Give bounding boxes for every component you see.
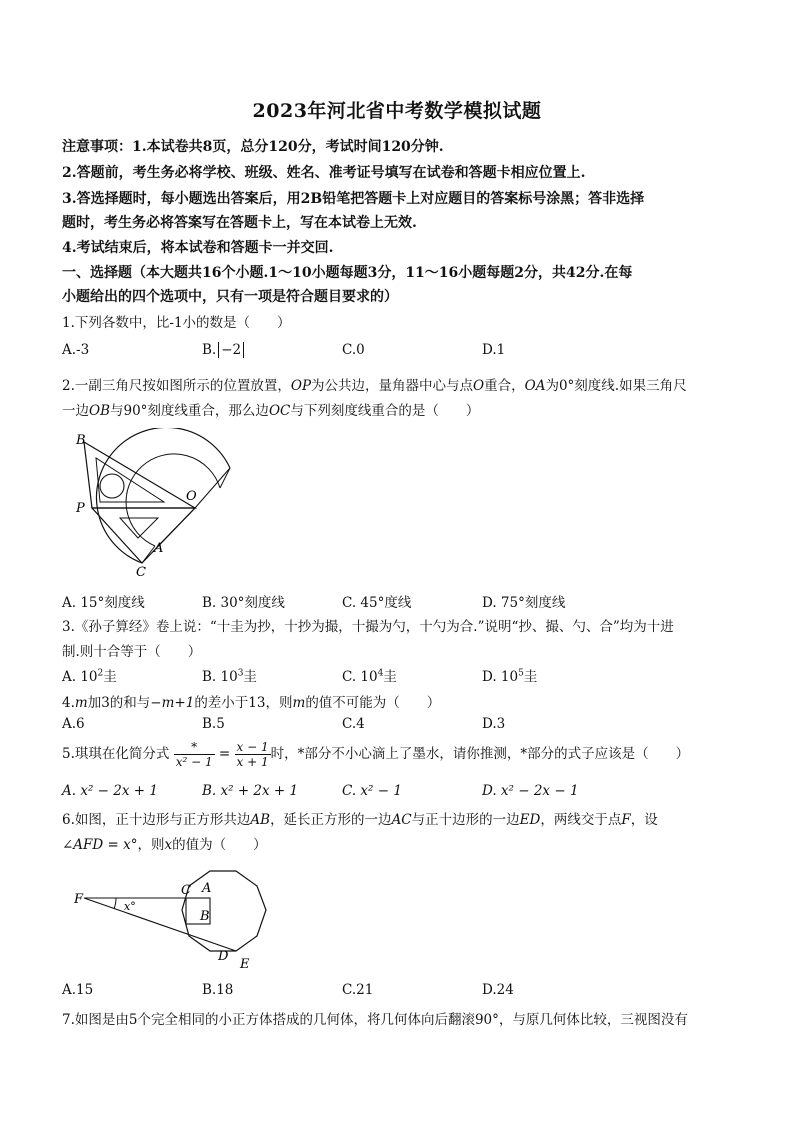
q2-label-b: B bbox=[76, 433, 86, 448]
q2-option-d: D. 75°刻度线 bbox=[482, 595, 566, 611]
q4-text-4: 的值不可能为（ ） bbox=[305, 695, 441, 711]
q6-angle-arc bbox=[114, 898, 116, 909]
q6-option-c: C.21 bbox=[342, 982, 374, 998]
q2-circle-hole bbox=[100, 474, 124, 498]
q3-d-unit: 圭 bbox=[523, 669, 538, 685]
q6-ac: AC bbox=[391, 812, 412, 828]
q2-line-oa bbox=[158, 508, 195, 546]
q5-f2-num: x − 1 bbox=[236, 740, 269, 754]
q2-text-5: 一边 bbox=[62, 403, 89, 419]
q2-stem-1 bbox=[62, 374, 687, 394]
q1-option-d: D.1 bbox=[482, 342, 506, 358]
q3-d-base: D. 10 bbox=[482, 669, 519, 685]
q6-text-6: ，则 bbox=[137, 837, 165, 853]
q3-c-unit: 圭 bbox=[383, 669, 397, 685]
q2-oc: OC bbox=[268, 403, 291, 419]
q5-option-d: D. x² − 2x − 1 bbox=[482, 783, 579, 799]
q3-b-unit: 圭 bbox=[243, 669, 257, 685]
q6-text-3: 与正十边形的一边 bbox=[411, 812, 520, 828]
q5-fraction-1 bbox=[174, 740, 215, 769]
q6-label-d: D bbox=[218, 949, 229, 964]
q6-label-x: x° bbox=[124, 900, 136, 913]
q6-label-c: C bbox=[181, 883, 191, 898]
q6-label-e: E bbox=[240, 957, 250, 972]
q2-label-a: A bbox=[154, 541, 164, 556]
q3-c-exp: 4 bbox=[377, 668, 384, 679]
q4-text-1: 4. bbox=[62, 695, 75, 711]
q6-option-b: B.18 bbox=[202, 982, 234, 998]
note-line-3b: 题时，考生务必将答案写在答题卡上，写在本试卷上无效. bbox=[62, 215, 417, 231]
q2-option-b: B. 30°刻度线 bbox=[202, 595, 285, 611]
q3-a-base: A. 10 bbox=[62, 669, 98, 685]
q4-text-3: 的差小于13，则 bbox=[194, 695, 293, 711]
q3-b-exp: 3 bbox=[237, 668, 244, 679]
q1-stem: 1.下列各数中，比-1小的数是（ ） bbox=[62, 315, 291, 331]
q2-protractor-inner bbox=[126, 454, 220, 546]
q5-fraction-2 bbox=[235, 740, 271, 769]
q2-o: O bbox=[473, 378, 485, 394]
q5-f2-den: x + 1 bbox=[236, 755, 269, 769]
note-line-2: 2.答题前，考生务必将学校、班级、姓名、准考证号填写在试卷和答题卡相应位置上. bbox=[62, 165, 586, 181]
q6-option-a: A.15 bbox=[62, 982, 94, 998]
q2-op: OP bbox=[290, 378, 312, 394]
q6-text-4: ，两线交于点 bbox=[540, 812, 622, 828]
q6-label-b: B bbox=[200, 909, 210, 924]
q5-text-1: 5.琪琪在化简分式 bbox=[62, 746, 170, 762]
q5-stem bbox=[62, 740, 689, 769]
q2-text-7: 与下列刻度线重合的是（ ） bbox=[290, 403, 480, 419]
q4-m-2: m bbox=[292, 695, 306, 711]
q4-m: m bbox=[74, 695, 88, 711]
q3-option-b bbox=[202, 665, 257, 685]
note-line-1: 注意事项：1.本试卷共8页，总分120分，考试时间120分钟. bbox=[62, 139, 444, 155]
q6-label-a: A bbox=[202, 881, 212, 896]
q5-f1-num: * bbox=[174, 740, 215, 755]
q6-option-d: D.24 bbox=[482, 982, 514, 998]
q5-text-2: 时，*部分不小心滴上了墨水，请你推测，*部分的式子应该是（ ） bbox=[270, 746, 690, 762]
q4-option-c: C.4 bbox=[342, 716, 365, 732]
section-heading-1: 一、选择题（本大题共16个小题.1～10小题每题3分，11～16小题每题2分，共42分.在每 bbox=[62, 265, 633, 281]
q6-label-f: F bbox=[74, 892, 84, 907]
note-line-3a: 3.答选择题时，每小题选出答案后，用2B铅笔把答题卡上对应题目的答案标号涂黑；答非选择 bbox=[62, 191, 645, 207]
q4-stem bbox=[62, 691, 440, 711]
q3-stem-2: 制.则十合等于（ ） bbox=[62, 644, 202, 660]
q7-stem-1: 7.如图是由5个完全相同的小正方体搭成的几何体，将几何体向后翻滚90°，与原几何体比较，三视图没有 bbox=[62, 1012, 688, 1028]
q2-oa: OA bbox=[524, 378, 546, 394]
q2-stem-2 bbox=[62, 399, 479, 419]
q2-option-a: A. 15°刻度线 bbox=[62, 595, 145, 611]
q2-figure bbox=[70, 428, 245, 578]
q5-option-c: C. x² − 1 bbox=[342, 783, 402, 799]
q6-f: F bbox=[621, 812, 631, 828]
q4-option-b: B.5 bbox=[202, 716, 225, 732]
q5-option-a: A. x² − 2x + 1 bbox=[62, 783, 158, 799]
q3-c-base: C. 10 bbox=[342, 669, 378, 685]
q2-label-p: P bbox=[76, 501, 85, 516]
q3-option-d bbox=[482, 665, 537, 685]
q3-a-exp: 2 bbox=[97, 668, 104, 679]
section-heading-2: 小题给出的四个选项中，只有一项是符合题目要求的） bbox=[62, 289, 398, 305]
q4-expr: −m+1 bbox=[150, 695, 195, 711]
q1-option-b-value: −2 bbox=[218, 342, 244, 358]
q2-option-c: C. 45°度线 bbox=[342, 595, 412, 611]
q6-decagon bbox=[182, 871, 266, 951]
q1-option-c: C.0 bbox=[342, 342, 365, 358]
q3-option-c bbox=[342, 665, 397, 685]
q2-text-4: 为0°刻度线.如果三角尺 bbox=[545, 378, 687, 394]
q3-stem-1: 3.《孙子算经》卷上说：“十圭为抄，十抄为撮，十撮为勺，十勺为合.”说明“抄、撮、勺、合”均为十进 bbox=[62, 619, 674, 635]
page-title: 2023年河北省中考数学模拟试题 bbox=[252, 100, 542, 122]
q6-line-fe bbox=[84, 898, 236, 951]
q2-inner-triangle bbox=[96, 458, 164, 502]
q3-d-exp: 5 bbox=[518, 668, 524, 679]
q5-option-b: B. x² + 2x + 1 bbox=[202, 783, 299, 799]
q3-a-unit: 圭 bbox=[103, 669, 117, 685]
q3-b-base: B. 10 bbox=[202, 669, 238, 685]
q6-text-5: ，设 bbox=[630, 812, 658, 828]
q1-option-a: A.-3 bbox=[62, 342, 90, 358]
q6-ed: ED bbox=[519, 812, 541, 828]
q6-ab: AB bbox=[250, 812, 271, 828]
q6-x: x bbox=[164, 837, 173, 853]
q4-text-2: 加3的和与 bbox=[87, 695, 151, 711]
q4-option-a: A.6 bbox=[62, 716, 85, 732]
q4-option-d: D.3 bbox=[482, 716, 506, 732]
q6-figure bbox=[74, 868, 296, 974]
q5-eq: = bbox=[218, 746, 231, 762]
q1-option-b bbox=[202, 342, 244, 358]
q2-ob: OB bbox=[89, 403, 110, 419]
q3-option-a bbox=[62, 665, 117, 685]
q2-text-6: 与90°刻度线重合，那么边 bbox=[110, 403, 269, 419]
q6-stem-1 bbox=[62, 808, 658, 828]
q6-text-1: 6.如图，正十边形与正方形共边 bbox=[62, 812, 251, 828]
q2-text-3: 重合， bbox=[484, 378, 525, 394]
q2-label-c: C bbox=[136, 565, 146, 578]
q2-label-o: O bbox=[186, 489, 197, 504]
note-line-4: 4.考试结束后，将本试卷和答题卡一并交回. bbox=[62, 240, 334, 256]
q2-text-1: 2.一副三角尺按如图所示的位置放置， bbox=[62, 378, 291, 394]
q5-f1-den: x² − 1 bbox=[175, 755, 213, 769]
q2-text-2: 为公共边，量角器中心与点 bbox=[311, 378, 474, 394]
q6-angle: ∠AFD = x° bbox=[62, 837, 138, 853]
q6-text-7: 的值为（ ） bbox=[172, 837, 267, 853]
q1-option-b-prefix: B. bbox=[202, 342, 217, 358]
q6-stem-2 bbox=[62, 833, 267, 853]
q6-text-2: ，延长正方形的一边 bbox=[270, 812, 392, 828]
